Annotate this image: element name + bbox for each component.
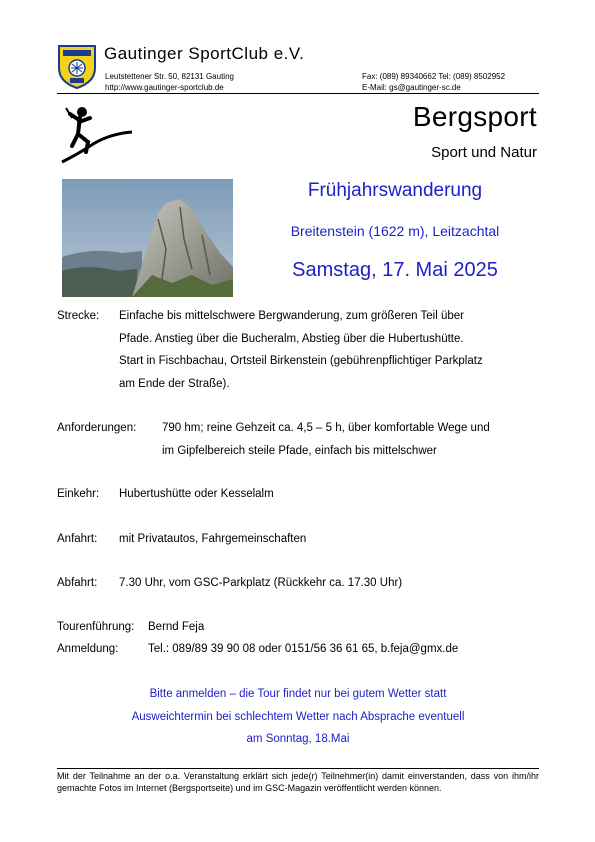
strecke-line: Start in Fischbachau, Ortsteil Birkenstein (gebührenpflichtiger Parkplatz [119, 355, 483, 367]
anmeldung-label: Anmeldung: [57, 643, 119, 655]
strecke-line: am Ende der Straße). [119, 377, 230, 390]
climber-icon [60, 104, 134, 164]
abfahrt-label: Abfahrt: [57, 577, 98, 589]
page-title: Bergsport [412, 101, 537, 132]
notice-line: Ausweichtermin bei schlechtem Wetter nach Absprache eventuell [131, 710, 465, 723]
notice-line: Bitte anmelden – die Tour findet nur bei gutem Wetter statt [149, 688, 447, 700]
abfahrt-value: 7.30 Uhr, vom GSC-Parkplatz (Rückkehr ca. 17.30 Uhr) [119, 577, 403, 589]
header-divider [57, 93, 539, 94]
club-address: Leutstettener Str. 50, 82131 Gauting [105, 72, 234, 81]
club-name: Gautinger SportClub e.V. [104, 44, 305, 63]
event-title: Frühjahrswanderung [307, 180, 483, 201]
tourenfuehrung-value: Bernd Feja [148, 621, 205, 633]
einkehr-label: Einkehr: [57, 488, 100, 500]
anfahrt-value: mit Privatautos, Fahrgemeinschaften [119, 533, 307, 545]
anfahrt-label: Anfahrt: [57, 533, 98, 545]
strecke-label: Strecke: [57, 310, 100, 322]
notice-block [57, 683, 539, 751]
club-email[interactable]: E-Mail: gs@gautinger-sc.de [362, 83, 461, 92]
tourenfuehrung-label: Tourenführung: [57, 621, 135, 633]
club-logo [57, 42, 97, 90]
club-address-block [105, 71, 234, 93]
anmeldung-value: Tel.: 089/89 39 90 08 oder 0151/56 36 61 65, b.feja@gmx.de [148, 643, 459, 655]
event-location: Breitenstein (1622 m), Leitzachtal [290, 223, 500, 239]
strecke-line: Einfache bis mittelschwere Bergwanderung, zum größeren Teil über [119, 310, 464, 322]
anforderungen-text [162, 417, 490, 462]
club-contact-block [362, 71, 505, 93]
footer-divider [57, 768, 539, 769]
club-fax-tel: Fax: (089) 89340662 Tel: (089) 8502952 [362, 72, 506, 81]
footer-disclaimer: Mit der Teilnahme an der o.a. Veranstaltung erklärt sich jede(r) Teilnehmer(in) damit einverstanden, dass von ihm/ihr gemachte Fotos im Internet (Bergsportseite) und im GSC-Magazin veröffentlicht werden können. [57, 771, 539, 793]
anforderungen-line: im Gipfelbereich steile Pfade, einfach bis mittelschwer [162, 444, 437, 457]
club-website[interactable]: http://www.gautinger-sportclub.de [105, 83, 224, 92]
anforderungen-line: 790 hm; reine Gehzeit ca. 4,5 – 5 h, über komfortable Wege und [162, 422, 490, 434]
anforderungen-label: Anforderungen: [57, 422, 137, 434]
event-date: Samstag, 17. Mai 2025 [292, 259, 498, 281]
mountain-photo [62, 179, 233, 297]
page-subtitle: Sport und Natur [431, 144, 537, 161]
strecke-text [119, 305, 483, 395]
notice-line: am Sonntag, 18.Mai [246, 733, 350, 745]
strecke-line: Pfade. Anstieg über die Bucheralm, Abstieg über die Hubertushütte. [119, 332, 464, 345]
einkehr-value: Hubertushütte oder Kesselalm [119, 488, 274, 500]
